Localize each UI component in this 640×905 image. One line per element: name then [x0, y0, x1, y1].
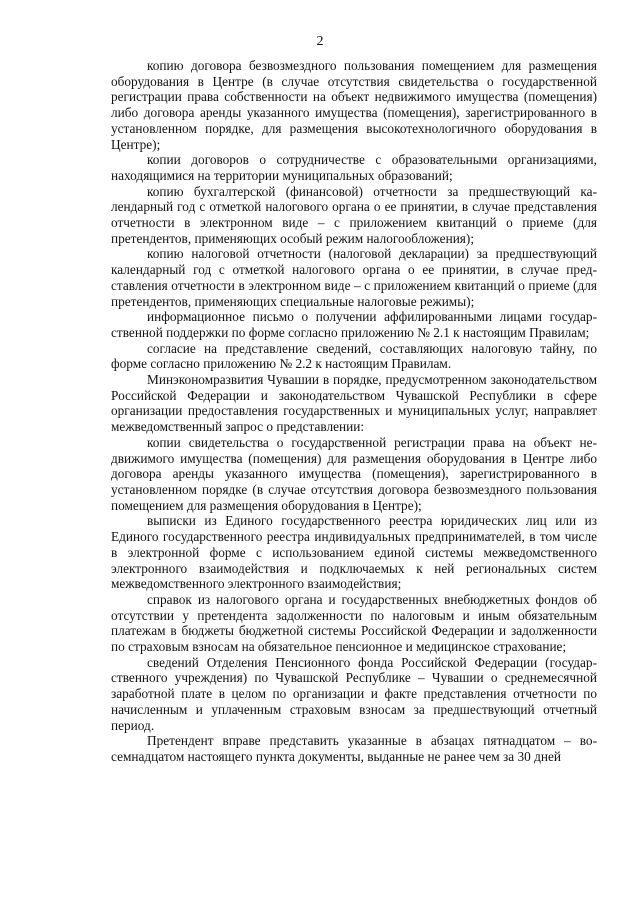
- paragraph: копию налоговой отчетности (налоговой декларации) за предшествующий календарный год с отметкой налогового органа о ее принятии, в случае представления отчетности в электронном виде – с приложением квитанций о приеме (для претендентов, применяющих специальные налоговые режимы);: [111, 246, 597, 309]
- page-number: 2: [316, 34, 324, 49]
- paragraph: сведений Отделения Пенсионного фонда Российской Федерации (государственного учреждения) по Чувашской Республике – Чувашии о среднемесячной заработной плате в целом по организации и факте представления отчетности по начисленным и уплаченным страховым взносам за предшествующий отчетный период.: [111, 654, 597, 733]
- paragraph: справок из налогового органа и государственных внебюджетных фондов об отсутствии у претендента задолженности по налоговым и иным обязательным платежам в бюджеты бюджетной системы Российской Федерации и задолженности по страховым взносам на обязательное пенсионное и медицинское страхование;: [111, 591, 597, 655]
- paragraph: копии свидетельства о государственной регистрации права на объект недвижимого имущества (помещения) для размещения оборудования в Центре либо договора аренды указанного имущества (помещения), зарегистрированного в установленном порядке (в случае отсутствия договора безвозмездного пользования помещением для размещения оборудования в Центре);: [111, 434, 597, 513]
- paragraph: согласие на представление сведений, составляющих налоговую тайну, по форме согласно приложению № 2.2 к настоящим Правилам.: [111, 340, 597, 372]
- paragraph: информационное письмо о получении аффилированными лицами государственной поддержки по форме согласно приложению № 2.1 к настоящим Правилам;: [111, 309, 597, 340]
- document-body: [111, 58, 597, 765]
- paragraph: Минэкономразвития Чувашии в порядке, предусмотренном законодательством Российской Федерации и законодательством Чувашской Республики в сфере организации предоставления государственных и муниципальных услуг, направляет межведомственный запрос о представлении:: [111, 372, 597, 435]
- paragraph: Претендент вправе представить указанные в абзацах пятнадцатом – восемнадцатом настоящего пункта документы, выданные не ранее чем за 30 дней: [111, 733, 597, 764]
- paragraph: копию договора безвозмездного пользования помещением для размещения оборудования в Центре (в случае отсутствия свидетельства о государственной регистрации права собственности на объект недвижимого имущества (помещения) либо договора аренды указанного имущества (помещения), зарегистрированного в установленном порядке, для размещения высокотехнологичного оборудования в Центре);: [111, 58, 597, 152]
- paragraph: копию бухгалтерской (финансовой) отчетности за предшествующий календарный год с отметкой налогового органа о ее принятии, в случае представления отчетности в электронном виде – с приложением квитанций о приеме (для претендентов, применяющих особый режим налогообложения);: [111, 183, 597, 246]
- paragraph: выписки из Единого государственного реестра юридических лиц или из Единого государственного реестра индивидуальных предпринимателей, в том числе в электронной форме с использованием единой системы межведомственного электронного взаимодействия и подключаемых к ней региональных систем межведомственного электронного взаимодействия;: [111, 513, 597, 592]
- paragraph: копии договоров о сотрудничестве с образовательными организациями, находящимися на территории муниципальных образований;: [111, 152, 597, 183]
